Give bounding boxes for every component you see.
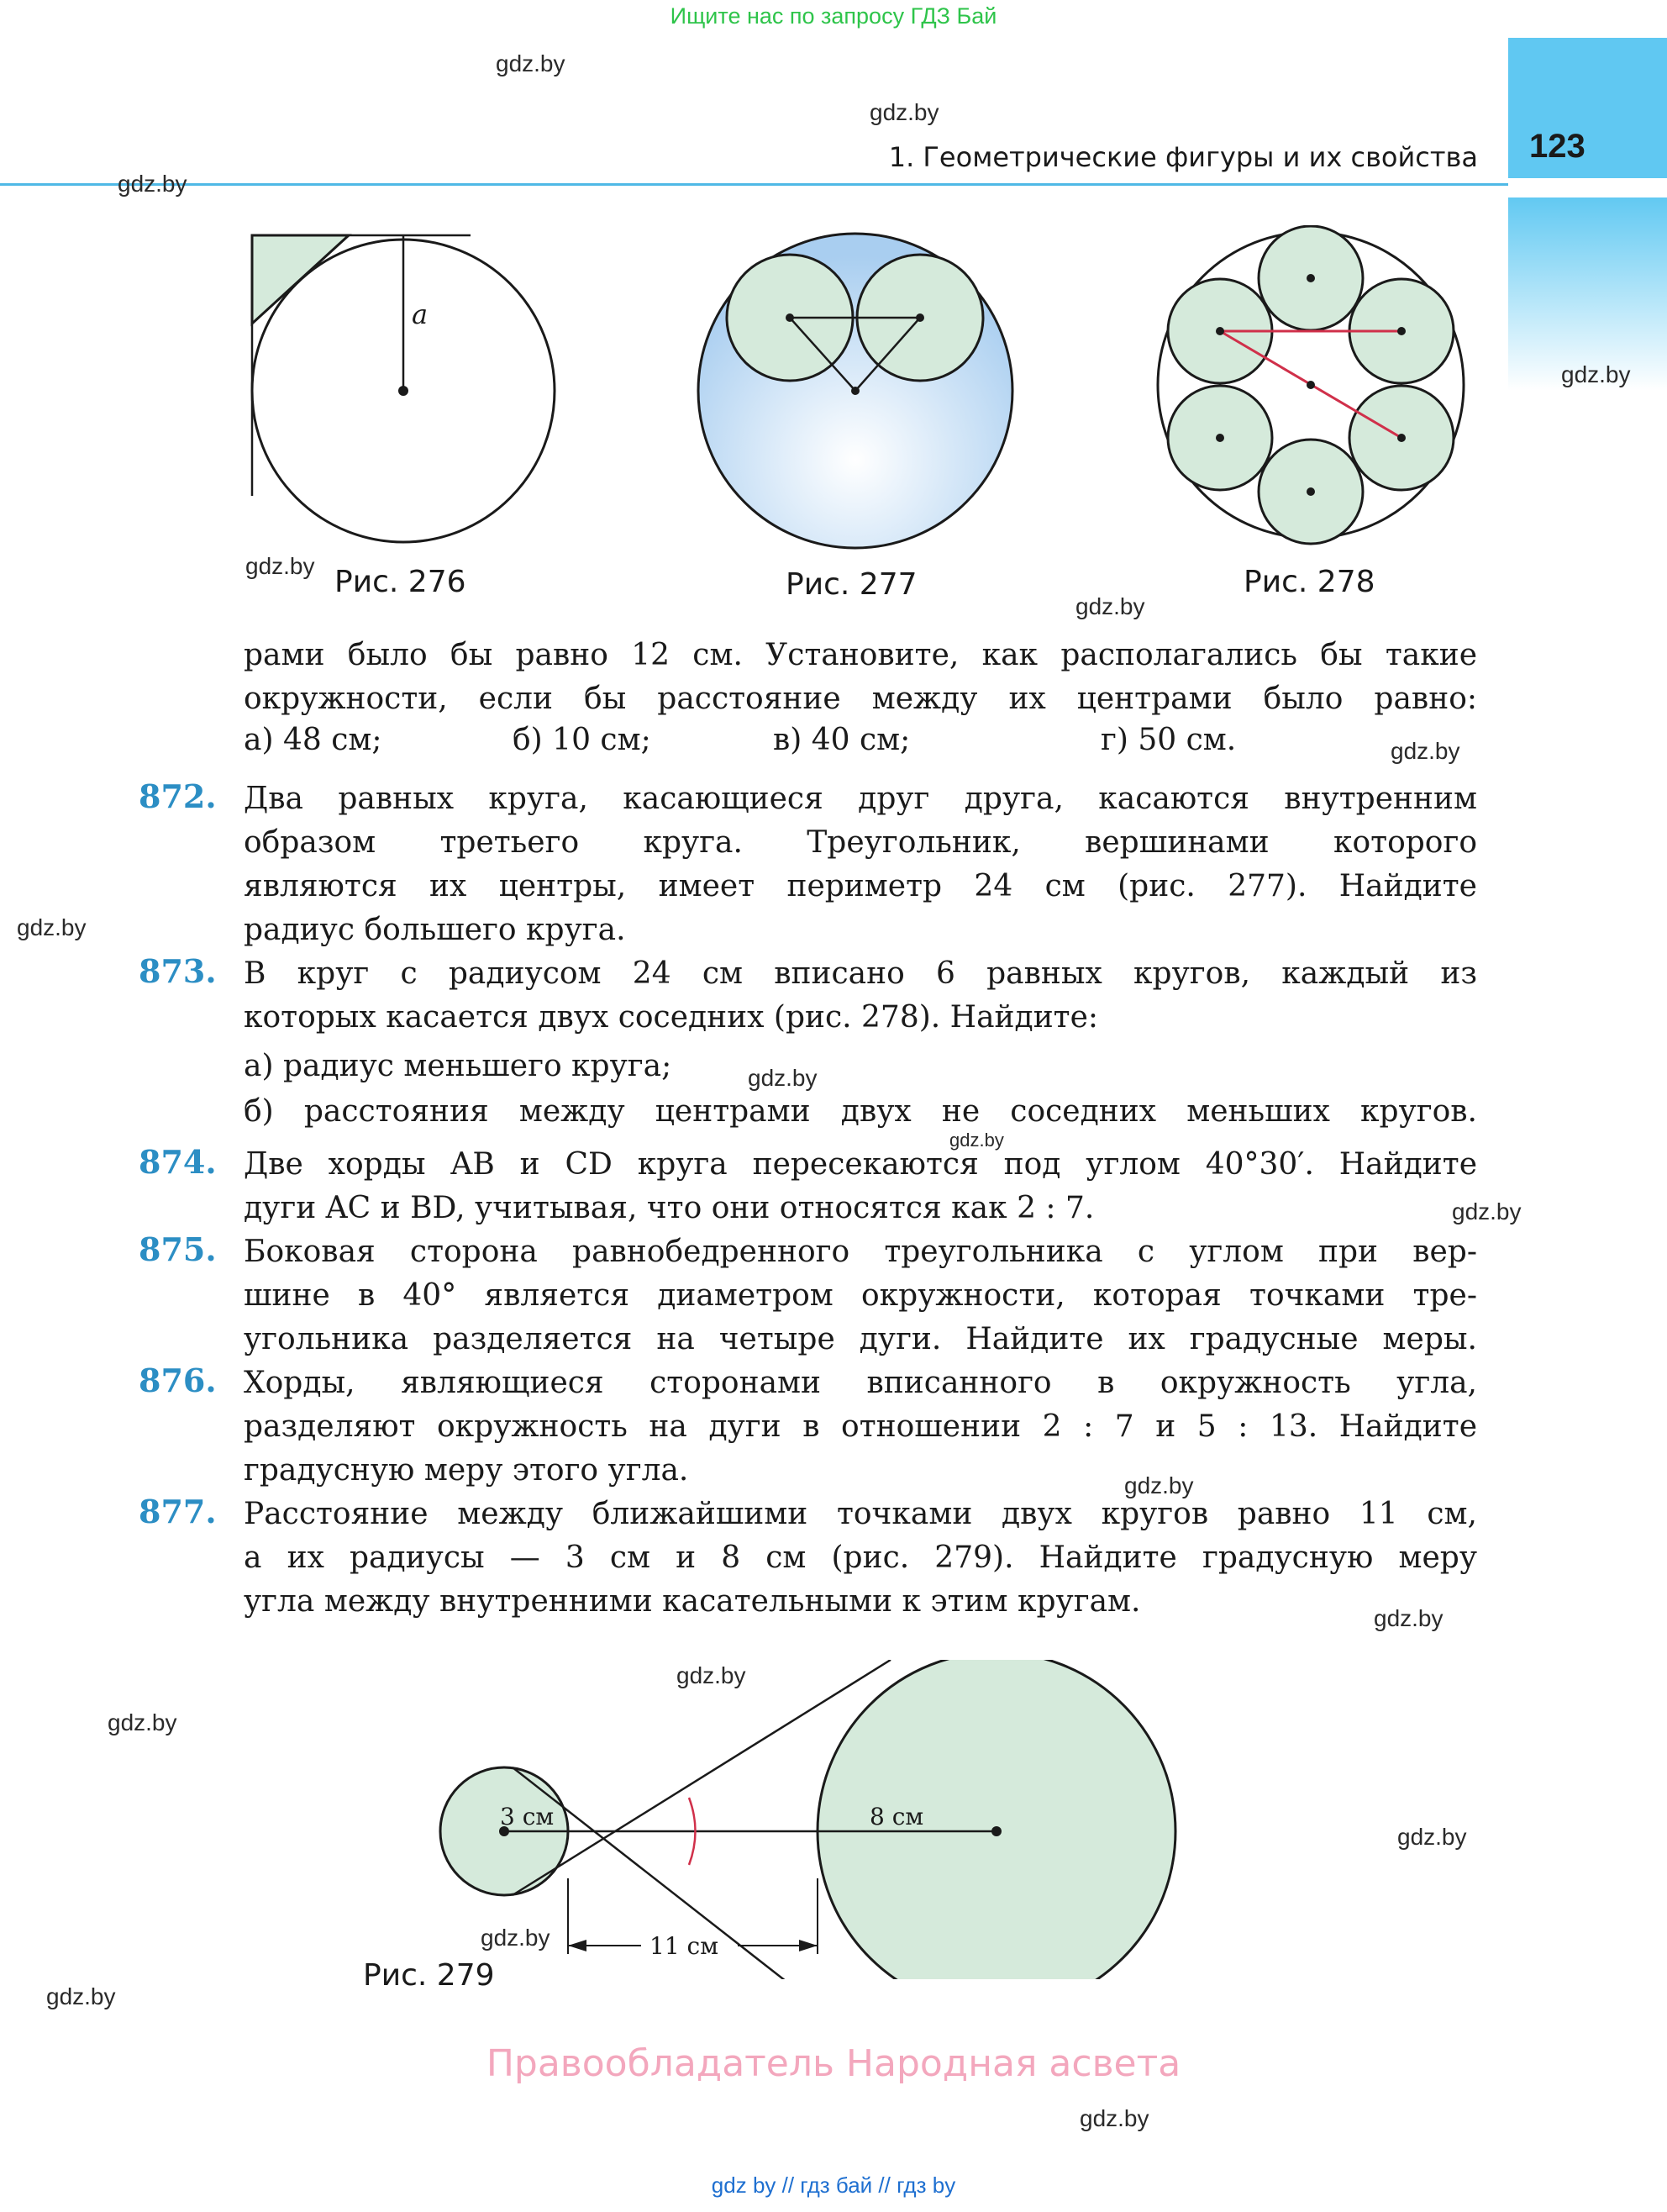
text-line: рами было бы равно 12 см. Установите, как располагались бы такие bbox=[244, 638, 1477, 672]
fig279-label-r2: 8 см bbox=[870, 1803, 924, 1830]
problem-number: 872. bbox=[139, 777, 217, 815]
watermark: gdz.by bbox=[245, 553, 315, 579]
text-line: Хорды, являющиеся сторонами вписанного в окружность угла, bbox=[244, 1366, 1477, 1400]
problem-number: 875. bbox=[139, 1230, 217, 1268]
text-line: Два равных круга, касающиеся друг друга, касаются внутренним bbox=[244, 782, 1477, 816]
text-line: шине в 40° является диаметром окружности, которая точками тре- bbox=[244, 1278, 1477, 1313]
text-line: дуги AC и BD, учитывая, что они относятся как 2 : 7. bbox=[244, 1191, 1095, 1225]
rights-holder: Правообладатель Народная асвета bbox=[486, 2042, 1181, 2085]
text-line: являются их центры, имеет периметр 24 см (рис. 277). Найдите bbox=[244, 869, 1477, 903]
watermark: gdz.by bbox=[949, 1130, 1004, 1151]
watermark: gdz.by bbox=[17, 914, 87, 940]
text-line: Расстояние между ближайшими точками двух кругов равно 11 см, bbox=[244, 1497, 1477, 1531]
problem-number: 873. bbox=[139, 952, 217, 990]
watermark: gdz.by bbox=[870, 99, 939, 125]
fig276-caption: Рис. 276 bbox=[334, 565, 466, 599]
text-line: Две хорды AB и CD круга пересекаются под углом 40°30′. Найдите bbox=[244, 1147, 1477, 1182]
text-line: а) радиус меньшего круга; bbox=[244, 1049, 672, 1083]
fig279-caption: Рис. 279 bbox=[363, 1958, 495, 1993]
text-line: Боковая сторона равнобедренного треугольника с углом при вер- bbox=[244, 1235, 1477, 1269]
option-a: а) 48 см; bbox=[244, 723, 382, 757]
text-line: угольника разделяется на четыре дуги. Найдите их градусные меры. bbox=[244, 1322, 1477, 1356]
watermark: gdz.by bbox=[496, 50, 565, 76]
option-b: б) 10 см; bbox=[513, 723, 651, 757]
figure-279 bbox=[420, 1660, 1193, 1979]
watermark: gdz.by bbox=[1124, 1472, 1194, 1498]
text-line: образом третьего круга. Треугольник, вершинами которого bbox=[244, 825, 1477, 860]
page-number: 123 bbox=[1529, 128, 1585, 165]
watermark: gdz.by bbox=[748, 1065, 818, 1091]
text-line: В круг с радиусом 24 см вписано 6 равных кругов, каждый из bbox=[244, 956, 1477, 991]
watermark: gdz.by bbox=[1561, 361, 1631, 387]
option-c: в) 40 см; bbox=[773, 723, 911, 757]
fig278-caption: Рис. 278 bbox=[1244, 565, 1375, 599]
text-line: которых касается двух соседних (рис. 278). Найдите: bbox=[244, 1000, 1099, 1035]
problem-number: 876. bbox=[139, 1361, 217, 1399]
watermark: gdz.by bbox=[1374, 1605, 1444, 1631]
text-line: угла между внутренними касательными к этим кругам. bbox=[244, 1584, 1141, 1619]
figure-277 bbox=[693, 231, 1021, 555]
watermark: gdz.by bbox=[118, 171, 187, 197]
text-line: разделяют окружность на дуги в отношении 2 : 7 и 5 : 13. Найдите bbox=[244, 1409, 1477, 1444]
figure-278 bbox=[1149, 225, 1477, 553]
watermark: gdz.by bbox=[108, 1709, 177, 1735]
figure-276 bbox=[239, 227, 576, 555]
text-line: окружности, если бы расстояние между их центрами было равно: bbox=[244, 682, 1477, 716]
fig277-caption: Рис. 277 bbox=[786, 567, 918, 602]
option-d: г) 50 см. bbox=[1101, 723, 1237, 757]
fig279-label-r1: 3 см bbox=[500, 1803, 555, 1830]
watermark: gdz.by bbox=[676, 1662, 746, 1688]
text-line: радиус большего круга. bbox=[244, 913, 626, 947]
problem-number: 877. bbox=[139, 1493, 217, 1530]
fig276-label-a: a bbox=[412, 298, 429, 330]
section-title: 1. Геометрические фигуры и их свойства bbox=[888, 141, 1478, 173]
text-line: а их радиусы — 3 см и 8 см (рис. 279). Найдите градусную меру bbox=[244, 1540, 1477, 1575]
watermark: gdz.by bbox=[1080, 2105, 1149, 2131]
watermark: gdz.by bbox=[481, 1925, 550, 1951]
top-banner: Ищите нас по запросу ГДЗ Бай bbox=[670, 3, 997, 29]
text-line: б) расстояния между центрами двух не соседних меньших кругов. bbox=[244, 1094, 1477, 1129]
watermark: gdz.by bbox=[1075, 593, 1145, 619]
watermark: gdz.by bbox=[1452, 1198, 1522, 1224]
watermark: gdz.by bbox=[46, 1983, 116, 2009]
header-rule bbox=[0, 183, 1508, 186]
text-line: градусную меру этого угла. bbox=[244, 1453, 689, 1488]
footer-links[interactable]: gdz by // гдз бай // гдз by bbox=[711, 2172, 956, 2198]
watermark: gdz.by bbox=[1397, 1824, 1467, 1850]
fig279-label-dist: 11 см bbox=[649, 1932, 718, 1960]
problem-number: 874. bbox=[139, 1143, 217, 1181]
watermark: gdz.by bbox=[1391, 738, 1460, 764]
